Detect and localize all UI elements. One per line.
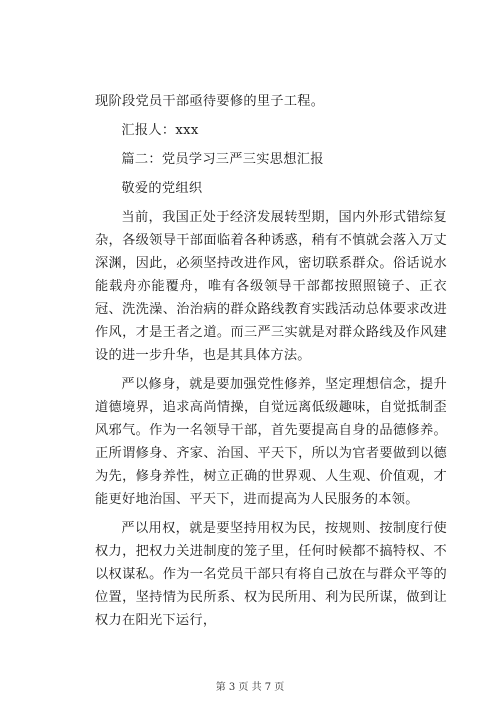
paragraph: 严以修身，就是要加强党性修养，坚定理想信念，提升道德境界，追求高尚情操，自觉远离低级趣味，自觉抵制歪风邪气。作为一名领导干部，首先要提高自身的品德修养。正所谓修身、齐家、治国、平天下，所以为官者要做到以德为先，修身养性，树立正确的世界观、人生观、价值观，才能更好地治国、平天下，进而提高为人民服务的本领。	[95, 377, 447, 507]
intro-line: 现阶段党员干部亟待要修的里子工程。	[95, 94, 325, 109]
document-body	[95, 90, 447, 632]
page-footer	[0, 678, 500, 693]
reporter-line: 汇报人：xxx	[121, 123, 199, 138]
paragraph: 严以用权，就是要坚持用权为民，按规则、按制度行使权力，把权力关进制度的笼子里，任何时候都不搞特权、不以权谋私。作为一名党员干部只有将自己放在与群众平等的位置，坚持情为民所系、权为民所用、利为民所谋，做到让权力在阳光下运行，	[95, 521, 447, 628]
paragraph: 当前，我国正处于经济发展转型期，国内外形式错综复杂，各级领导干部面临着各种诱惑，稍有不慎就会落入万丈深渊，因此，必须坚持改进作风，密切联系群众。俗话说水能载舟亦能覆舟，唯有各级领导干部都按照照镜子、正衣冠、洗洗澡、治治病的群众路线教育实践活动总体要求改进作风，才是王者之道。而三严三实就是对群众路线及作风建设的进一步升华，也是其具体方法。	[95, 210, 447, 363]
greeting: 敬爱的党组织	[121, 181, 203, 196]
section-title: 篇二：党员学习三严三实思想汇报	[121, 152, 324, 167]
page-number: 第 3 页 共 7 页	[215, 682, 285, 693]
